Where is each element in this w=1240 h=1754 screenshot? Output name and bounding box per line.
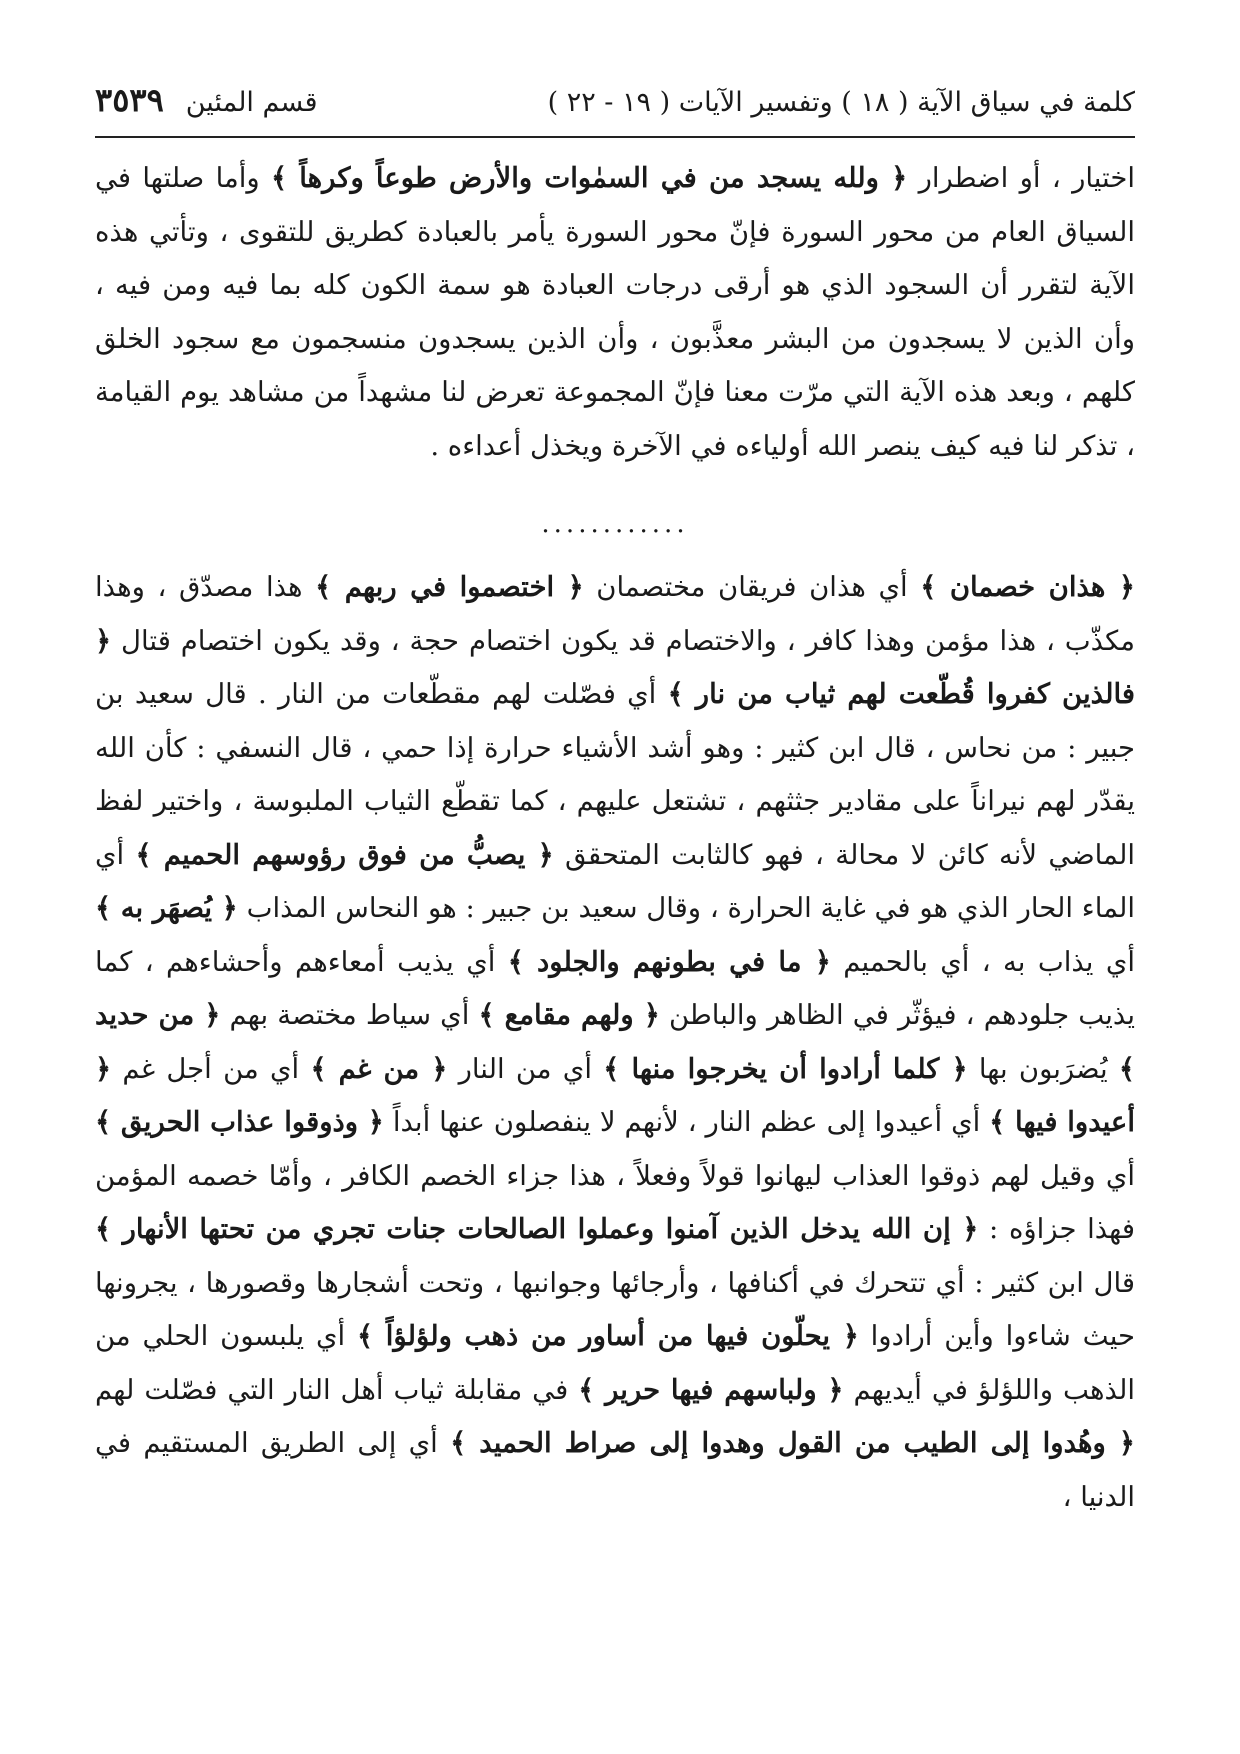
quran-verse-quote: ﴿ كلما أرادوا أن يخرجوا منها ﴾ xyxy=(603,1052,968,1085)
quran-verse-quote: ﴿ ولباسهم فيها حرير ﴾ xyxy=(578,1373,844,1406)
quran-verse-quote: ﴿ اختصموا في ربهم ﴾ xyxy=(315,571,584,603)
section-separator: ............ xyxy=(541,509,689,539)
commentary-text: هذا مصدّق ، وهذا مكذّب ، هذا مؤمن وهذا كافر ، والاختصام قد يكون اختصام حجة ، وقد يكون اختصام قتال xyxy=(95,571,1135,657)
header-meta xyxy=(95,80,317,123)
quran-verse-quote: ﴿ ولهم مقامع ﴾ xyxy=(478,999,660,1031)
quran-verse-quote: ﴿ أعيدوا فيها ﴾ xyxy=(95,1052,1135,1138)
quran-verse-quote: ﴿ ولله يسجد من في السمٰوات والأرض طوعاً وكرهاً ﴾ xyxy=(271,162,908,194)
quran-verse-quote: ﴿ من غم ﴾ xyxy=(310,1052,448,1085)
commentary-text: يُضرَبون بها xyxy=(967,1052,1119,1085)
quran-verse-quote: ﴿ فالذين كفروا قُطّعت لهم ثياب من نار ﴾ xyxy=(95,624,1135,710)
commentary-text: أي وقيل لهم ذوقوا العذاب ليهانوا قولاً وفعلاً ، هذا جزاء الخصم الكافر ، وأمّا خصمه المؤمن فهذا جزاؤه : xyxy=(95,1159,1135,1245)
quran-verse-quote: ﴿ وهُدوا إلى الطيب من القول وهدوا إلى صراط الحميد ﴾ xyxy=(450,1427,1135,1459)
commentary-text: أي يذيب أمعاءهم وأحشاءهم ، كما يذيب جلودهم ، فيؤثّر في الظاهر والباطن xyxy=(95,945,1135,1031)
book-page xyxy=(95,80,1135,1524)
quran-verse-quote: ﴿ يصبُّ من فوق رؤوسهم الحميم ﴾ xyxy=(135,838,554,871)
commentary-text: أي هذان فريقان مختصمان xyxy=(583,571,921,603)
running-header xyxy=(95,80,1135,138)
header-section: قسم المئين xyxy=(185,87,318,118)
commentary-text: أي سياط مختصة بهم xyxy=(220,999,479,1031)
quran-verse-quote: ﴿ يُصهَر به ﴾ xyxy=(95,892,238,924)
commentary-text: في مقابلة ثياب أهل النار التي فصّلت لهم xyxy=(95,1373,579,1406)
commentary-text: وأما صلتها في السياق العام من محور السورة فإنّ محور السورة يأمر بالعبادة كطريق للتقوى ، وتأتي هذه الآية لتقرر أن السجود الذي هو أرقى درجات العبادة هو سمة الكون كله بما فيه ومن فيه ، وأن الذين لا يسجدون من البشر معذَّبون ، وأن الذين يسجدون منسجمون مع سجود الخلق كلهم ، وبعد هذه الآية التي مرّت معنا فإنّ المجموعة تعرض لنا مشهداً من مشاهد يوم القيامة ، تذكر لنا فيه كيف ينصر الله أولياءه في الآخرة ويخذل أعداءه . xyxy=(95,162,1135,462)
quran-verse-quote: ﴿ ما في بطونهم والجلود ﴾ xyxy=(507,945,831,978)
commentary-text: قال ابن كثير : أي تتحرك في أكنافها ، وأرجائها وجوانبها ، وتحت أشجارها وقصورها ، يجرونها حيث شاءوا وأين أرادوا xyxy=(95,1266,1135,1352)
commentary-text: أي الماء الحار الذي هو في غاية الحرارة ، وقال سعيد بن جبير : هو النحاس المذاب xyxy=(95,838,1136,924)
header-title: كلمة في سياق الآية ( ١٨ ) وتفسير الآيات ( ١٩ - ٢٢ ) xyxy=(547,87,1135,118)
commentary-text: أي يذاب به ، أي بالحميم xyxy=(830,945,1135,978)
quran-verse-quote: ﴿ هذان خصمان ﴾ xyxy=(920,571,1135,603)
quran-verse-quote: ﴿ من حديد ﴾ xyxy=(95,999,1135,1085)
quran-verse-quote: ﴿ يحلّون فيها من أساور من ذهب ولؤلؤاً ﴾ xyxy=(356,1320,859,1352)
commentary-text: أي فصّلت لهم مقطّعات من النار . قال سعيد بن جبير : من نحاس ، قال ابن كثير : وهو أشد الأشياء حرارة إذا حمي ، قال النسفي : كأن الله يقدّر لهم نيراناً على مقادير جثثهم ، تشتعل عليهم ، كما تقطّع الثياب الملبوسة ، واختير لفظ الماضي لأنه كائن لا محالة ، فهو كالثابت المتحقق xyxy=(95,678,1135,871)
commentary-text: اختيار ، أو اضطرار xyxy=(907,162,1135,194)
commentary-text: أي من النار xyxy=(447,1052,604,1085)
commentary-text: أي من أجل غم xyxy=(111,1052,311,1085)
page-number: ٣٥٣٩ xyxy=(95,81,164,119)
commentary-text: أي يلبسون الحلي من الذهب واللؤلؤ في أيديهم xyxy=(95,1320,1135,1406)
quran-verse-quote: ﴿ إن الله يدخل الذين آمنوا وعملوا الصالحات جنات تجري من تحتها الأنهار ﴾ xyxy=(95,1213,979,1245)
paragraph-2 xyxy=(95,561,1135,1524)
quran-verse-quote: ﴿ وذوقوا عذاب الحريق ﴾ xyxy=(95,1106,384,1138)
commentary-text: أي أعيدوا إلى عظم النار ، لأنهم لا ينفصلون عنها أبداً xyxy=(383,1106,990,1138)
commentary-text: أي إلى الطريق المستقيم في الدنيا ، xyxy=(95,1427,1135,1513)
paragraph-1 xyxy=(95,152,1135,473)
